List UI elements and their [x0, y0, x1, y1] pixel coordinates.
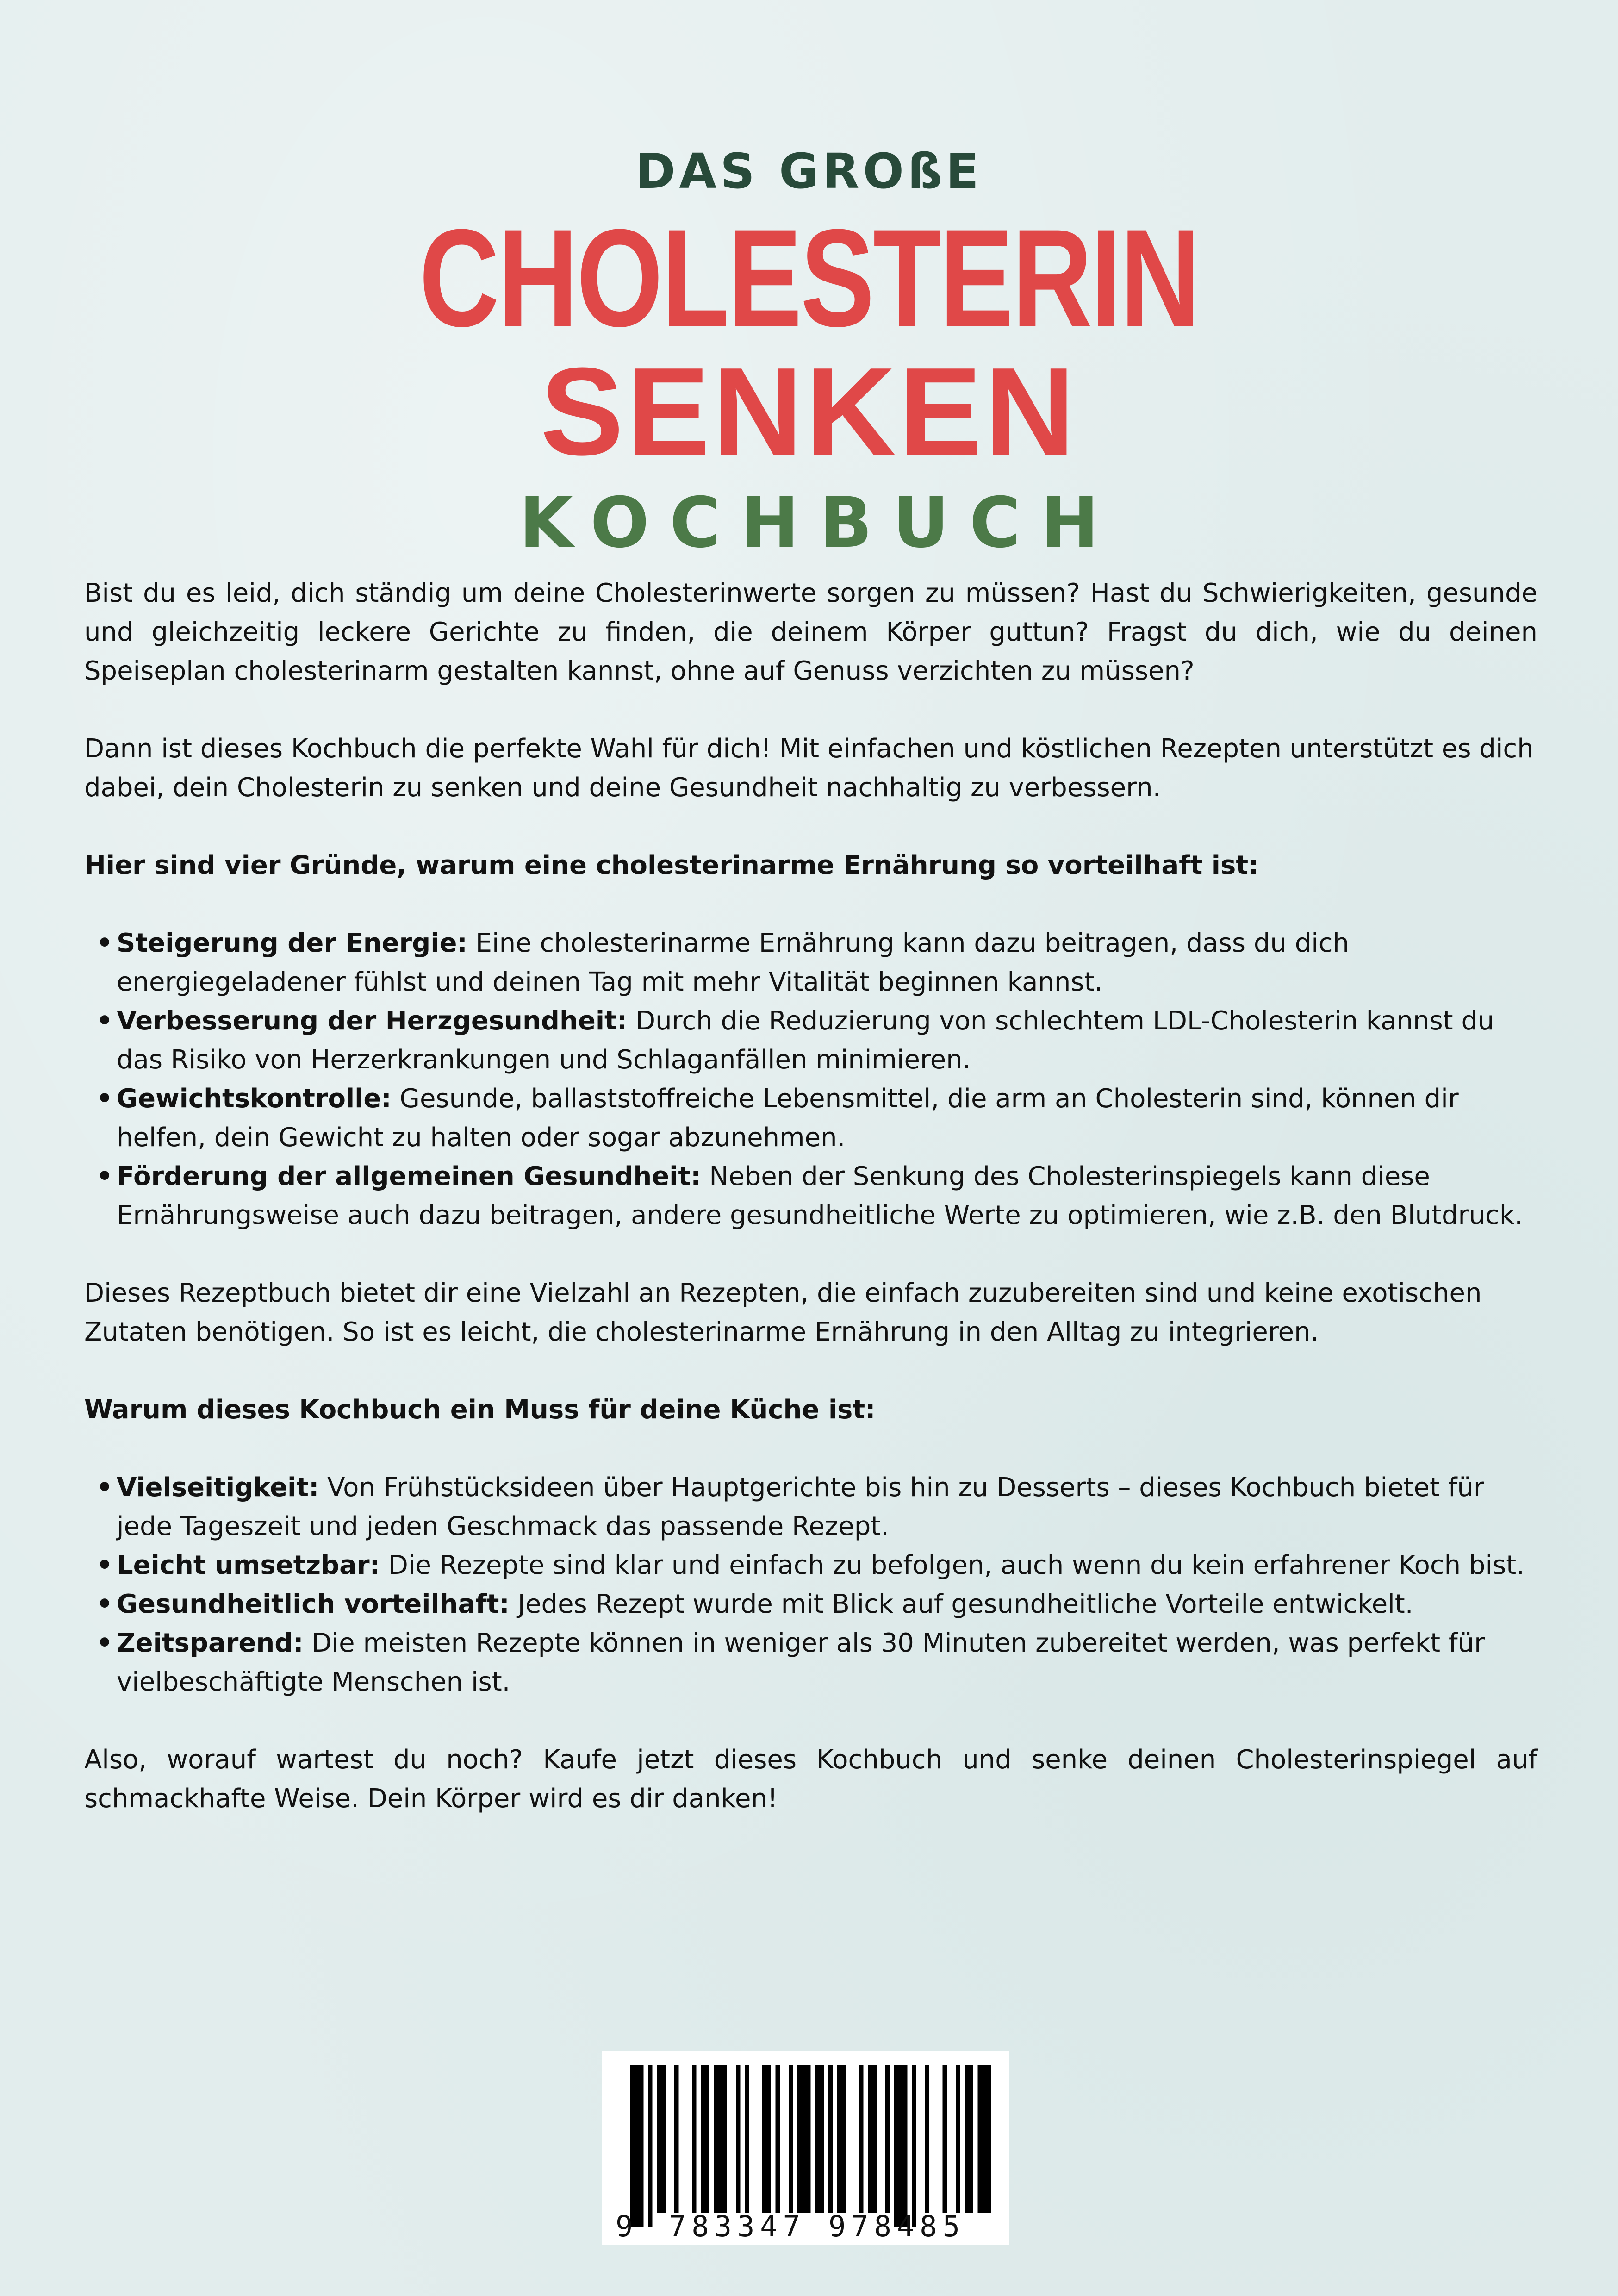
- bullet-icon: •: [96, 1006, 113, 1036]
- features-heading: Warum dieses Kochbuch ein Muss für deine Küche ist:: [84, 1395, 876, 1425]
- reason-title: Gewichtskontrolle:: [117, 1084, 392, 1114]
- feature-text: Von Frühstücksideen über Hauptgerichte bis hin zu Desserts – dieses Kochbuch bietet für jede Tageszeit und jeden Geschmack das passende Rezept.: [117, 1472, 1484, 1541]
- title-line-senken: SENKEN: [540, 342, 1078, 481]
- list-item: [84, 1624, 1537, 1702]
- cover-title: [0, 139, 1618, 569]
- third-paragraph: Dieses Rezeptbuch bietet dir eine Vielzahl an Rezepten, die einfach zuzubereiten sind und keine exotischen Zutaten benötigen. So ist es leicht, die cholesterinarme Ernährung in den Alltag zu integrieren.: [84, 1278, 1482, 1347]
- barcode-bar: [815, 2065, 824, 2213]
- reason-title: Förderung der allgemeinen Gesundheit:: [117, 1161, 701, 1192]
- bullet-icon: •: [96, 1550, 113, 1580]
- barcode-digit-first: 9: [616, 2209, 633, 2243]
- barcode-bar: [745, 2065, 749, 2213]
- feature-title: Gesundheitlich vorteilhaft:: [117, 1589, 510, 1619]
- barcode-bar: [776, 2065, 780, 2213]
- list-item: [84, 924, 1537, 1002]
- barcode-bar: [657, 2065, 666, 2213]
- barcode-bar: [978, 2065, 991, 2213]
- bullet-icon: •: [96, 1161, 113, 1192]
- second-paragraph: Dann ist dieses Kochbuch die perfekte Wahl für dich! Mit einfachen und köstlichen Rezepten unterstützt es dich dabei, dein Cholesterin zu senken und deine Gesundheit nachhaltig zu verbessern.: [84, 734, 1534, 803]
- barcode-bar: [925, 2065, 930, 2213]
- title-line-kochbuch: KOCHBUCH: [519, 483, 1120, 563]
- bullet-icon: •: [96, 928, 113, 958]
- reason-text: Durch die Reduzierung von schlechtem LDL-Cholesterin kannst du das Risiko von Herzerkrankungen und Schlaganfällen minimieren.: [117, 1006, 1494, 1075]
- reasons-heading: Hier sind vier Gründe, warum eine cholesterinarme Ernährung so vorteilhaft ist:: [84, 850, 1259, 880]
- reason-text: Neben der Senkung des Cholesterinspiegels kann diese Ernährungsweise auch dazu beitragen, andere gesundheitliche Werte zu optimieren, wie z.B. den Blutdruck.: [117, 1161, 1523, 1230]
- reason-title: Verbesserung der Herzgesundheit:: [117, 1006, 628, 1036]
- barcode-bar: [736, 2065, 741, 2213]
- barcode-bar: [828, 2065, 833, 2213]
- title-line-cholesterin: CHOLESTERIN: [419, 200, 1199, 356]
- barcode-bar: [701, 2065, 709, 2213]
- feature-title: Zeitsparend:: [117, 1628, 304, 1658]
- bullet-icon: •: [96, 1589, 113, 1619]
- barcode-bar: [837, 2065, 846, 2213]
- reason-title: Steigerung der Energie:: [117, 928, 467, 958]
- feature-text: Jedes Rezept wurde mit Blick auf gesundheitliche Vorteile entwickelt.: [509, 1589, 1413, 1619]
- list-item: [84, 1079, 1537, 1157]
- list-item: [84, 1468, 1537, 1546]
- list-item: [84, 1546, 1537, 1585]
- barcode-bar: [762, 2065, 771, 2213]
- feature-title: Leicht umsetzbar:: [117, 1550, 380, 1580]
- bullet-icon: •: [96, 1628, 113, 1658]
- barcode-bar: [630, 2065, 644, 2227]
- closing-paragraph: Also, worauf wartest du noch? Kaufe jetzt dieses Kochbuch und senke deinen Cholesterinspiegel auf schmackhafte Weise. Dein Körper wird es dir danken!: [84, 1745, 1537, 1814]
- barcode-bar: [789, 2065, 793, 2213]
- feature-text: Die Rezepte sind klar und einfach zu befolgen, auch wenn du kein erfahrener Koch bist.: [380, 1550, 1525, 1580]
- barcode-bar: [965, 2065, 973, 2213]
- barcode-bar: [714, 2065, 728, 2213]
- barcode-bar: [956, 2065, 960, 2213]
- list-item: [84, 1585, 1537, 1624]
- bullet-icon: •: [96, 1472, 113, 1503]
- reason-text: Eine cholesterinarme Ernährung kann dazu beitragen, dass du dich energiegeladener fühlst und deinen Tag mit mehr Vitalität beginnen kannst.: [117, 928, 1350, 997]
- barcode-bar: [692, 2065, 697, 2213]
- blurb-text: [84, 574, 1537, 1857]
- barcode-bar: [868, 2065, 877, 2213]
- reasons-list: [84, 924, 1537, 1235]
- barcode-bar: [859, 2065, 864, 2213]
- reason-text: Gesunde, ballaststoffreiche Lebensmittel, die arm an Cholesterin sind, können dir helfen, dein Gewicht zu halten oder sogar abzunehmen.: [117, 1084, 1459, 1153]
- intro-paragraph: Bist du es leid, dich ständig um deine Cholesterinwerte sorgen zu müssen? Hast du Schwierigkeiten, gesunde und gleichzeitig leckere Gerichte zu finden, die deinem Körper guttun? Fragst du dich, wie du deinen Speiseplan cholesterinarm gestalten kannst, ohne auf Genuss verzichten zu müssen?: [84, 578, 1537, 686]
- barcode-bar: [674, 2065, 679, 2213]
- feature-text: Die meisten Rezepte können in weniger als 30 Minuten zubereitet werden, was perfekt für vielbeschäftigte Menschen ist.: [117, 1628, 1485, 1697]
- title-line-das-grosse: DAS GROßE: [635, 143, 983, 200]
- barcode-bar: [797, 2065, 811, 2213]
- barcode-bar: [648, 2065, 653, 2227]
- barcode-digits-right: 978485: [828, 2209, 965, 2243]
- barcode-bar: [894, 2065, 908, 2227]
- barcode-bar: [885, 2065, 890, 2213]
- features-list: [84, 1468, 1537, 1702]
- barcode-bar: [943, 2065, 947, 2213]
- feature-title: Vielseitigkeit:: [117, 1472, 319, 1503]
- list-item: [84, 1002, 1537, 1079]
- barcode-digits-left: 783347: [669, 2209, 806, 2243]
- list-item: [84, 1157, 1537, 1235]
- bullet-icon: •: [96, 1084, 113, 1114]
- barcode-bar: [912, 2065, 916, 2227]
